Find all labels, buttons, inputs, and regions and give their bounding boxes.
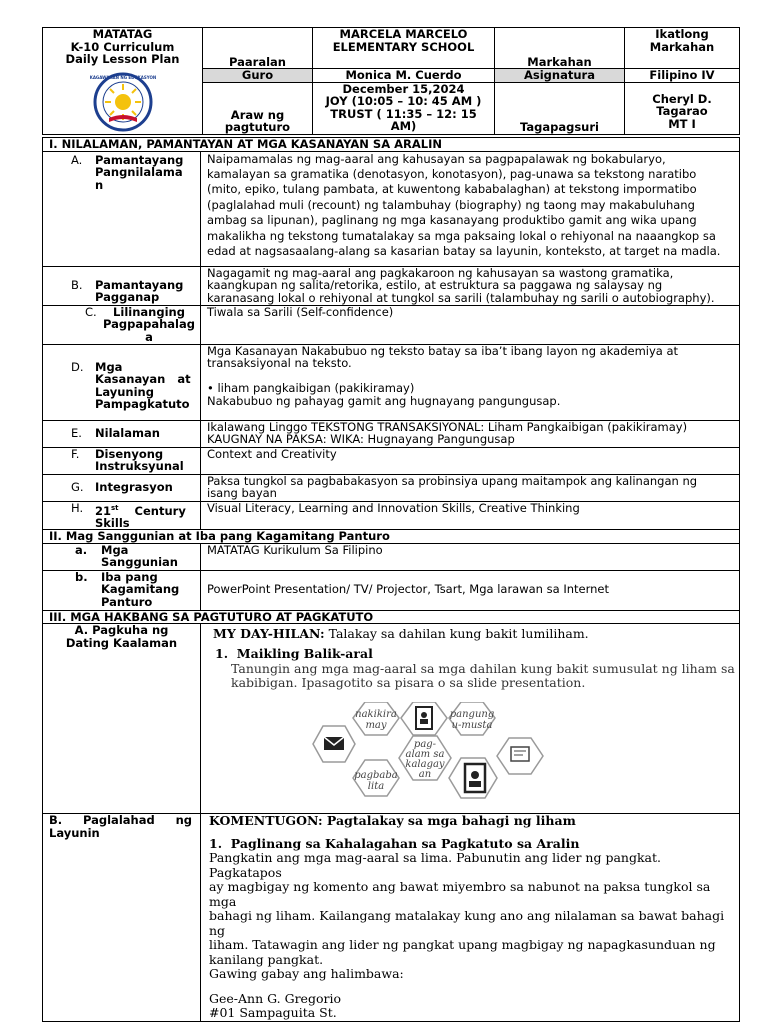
asignatura-value: Filipino IV xyxy=(625,69,740,83)
row-h-line: Visual Literacy, Learning and Innovation Skills, Creative Thinking xyxy=(207,501,580,515)
asignatura-label: Asignatura xyxy=(495,69,625,83)
example-address: #01 Sampaguita St. xyxy=(209,1005,337,1021)
paaralan-value xyxy=(313,28,495,69)
row-g-line: isang bayan xyxy=(207,486,277,500)
hex-text: alam sa xyxy=(405,749,445,761)
paaralan-value-line2: ELEMENTARY SCHOOL xyxy=(332,39,475,54)
section2-title: II. Mag Sanggunian at Iba pang Kagamitang Panturo xyxy=(43,530,740,544)
section3-title: III. MGA HAKBANG SA PAGTUTURO AT PAGKATUTO xyxy=(43,610,740,624)
header-title-2: K-10 Curriculum xyxy=(70,39,175,54)
row-a-line: ambag sa lipunan), paglinang ng mga kasanayang produktibo gamit ang wika upang xyxy=(207,213,697,228)
balik-aral-line: kabibigan. Ipasagotito sa pisara o sa slide presentation. xyxy=(231,674,586,690)
hex-text: pag- xyxy=(413,739,437,751)
hexagon-contact xyxy=(449,758,497,798)
hexagon-pagbabalita xyxy=(353,760,399,796)
row-2a-content: MATATAG Kurikulum Sa Filipino xyxy=(201,543,740,570)
my-day-hilan-bold: MY DAY-HILAN: xyxy=(213,626,325,642)
row-2b-content: PowerPoint Presentation/ TV/ Projector, Tsart, Mga larawan sa Internet xyxy=(201,570,740,610)
paaralan-label: Paaralan xyxy=(203,28,313,69)
araw-value-line4: AM) xyxy=(390,119,417,133)
row-b-line: Nagagamit ng mag-aaral ang pagkakaroon ng kahusayan sa wastong gramatika, xyxy=(207,266,674,280)
row-d-letter: D. xyxy=(71,359,84,374)
row-f-label-2: Instruksyunal xyxy=(95,459,184,473)
row-a-line: edad at nagsasaalang-alang sa kasarian batay sa layunin, konteksto, at target na madla. xyxy=(207,243,721,258)
markahan-value-line2: Markahan xyxy=(649,39,715,54)
row-f-content xyxy=(201,447,740,474)
row-h-label-3: Skills xyxy=(95,515,130,530)
row-c-content xyxy=(201,305,740,344)
paglinang-line: liham. Tatawagin ang lider ng pangkat upang magbigay ng napagkasunduan ng xyxy=(209,937,716,953)
tagapagsuri-value-line1: Cheryl D. xyxy=(652,91,712,106)
row-d-label-2: Kasanayan at xyxy=(95,372,191,386)
row-c-line: Tiwala sa Sarili (Self-confidence) xyxy=(207,305,394,319)
markahan-value-line1: Ikatlong xyxy=(655,27,709,41)
row-2a-label-2: Sanggunian xyxy=(101,555,178,570)
my-day-hilan-heading xyxy=(213,628,589,641)
row-h-letter: H. xyxy=(71,501,84,515)
markahan-label: Markahan xyxy=(495,28,625,69)
balik-aral-number: 1. xyxy=(215,646,229,662)
guro-value: Monica M. Cuerdo xyxy=(313,69,495,83)
deped-logo xyxy=(87,72,159,132)
row-c-label-2: Pagpapahalag xyxy=(103,317,195,331)
row-c-label-1: Lilinanging xyxy=(113,305,185,319)
row-a-label-2: Pangnilalama xyxy=(95,165,183,179)
row-2b-label-3: Panturo xyxy=(101,594,153,609)
row-g-label-1: Integrasyon xyxy=(95,479,173,494)
markahan-value xyxy=(625,28,740,69)
row-a-label-3: n xyxy=(95,177,104,192)
row-g-line: Paksa tungkol sa pagbabakasyon sa probinsiya upang maitampok ang kalinangan ng xyxy=(207,474,698,488)
row-h-label-2: Century xyxy=(134,503,186,518)
row-3b-label xyxy=(43,814,201,1022)
hex-text: u-musta xyxy=(451,720,493,732)
row-a-label-1: Pamantayang xyxy=(95,152,184,167)
row-e-letter: E. xyxy=(71,425,82,440)
tagapagsuri-label: Tagapagsuri xyxy=(495,82,625,134)
row-e-line: Ikalawang Linggo TEKSTONG TRANSAKSIYONAL: Liham Pangkaibigan (pakikiramay) xyxy=(207,420,688,434)
my-day-hilan-rest: Talakay sa dahilan kung bakit lumiliham. xyxy=(324,626,589,642)
row-e-label xyxy=(43,420,201,447)
row-3a-content xyxy=(201,624,740,814)
hex-text: kalagay xyxy=(405,759,445,771)
row-3b-label-2: ng xyxy=(175,813,192,828)
komentugon-heading xyxy=(209,814,737,829)
hex-text: pangung xyxy=(449,709,495,721)
row-d-label xyxy=(43,344,201,420)
balik-aral-title: Maikling Balik-aral xyxy=(236,646,373,662)
hexagon-certificate xyxy=(497,738,543,774)
row-3a-label-2: Dating Kaalaman xyxy=(65,635,178,650)
row-a-content xyxy=(201,151,740,266)
balik-aral-text xyxy=(231,662,735,689)
svg-text:KAGAWARAN NG EDUKASYON: KAGAWARAN NG EDUKASYON xyxy=(89,74,156,80)
hexagon-document xyxy=(401,702,447,735)
row-h-label-1: 21 xyxy=(95,503,112,518)
row-d-line: Nakabubuo ng pahayag gamit ang hugnayang pangungusap. xyxy=(207,393,561,408)
araw-value xyxy=(313,82,495,134)
row-a-line: kamalayan sa gramatika (denotasyon, konotasyon), pag-unawa sa tekstong naratibo xyxy=(207,166,697,181)
row-e-line: KAUGNAY NA PAKSA: WIKA: Hugnayang Pangungusap xyxy=(207,432,515,446)
row-h-content xyxy=(201,501,740,530)
row-a-label xyxy=(43,151,201,266)
row-a-letter: A. xyxy=(71,152,83,167)
araw-value-line1: December 15,2024 xyxy=(342,82,465,96)
row-3b-label-line1 xyxy=(49,814,198,827)
paglinang-number: 1. xyxy=(209,835,223,851)
paglinang-line: ay magbigay ng komento ang bawat miyembro sa nabunot na paksa tungkol sa mga xyxy=(209,879,711,909)
row-3a-label xyxy=(43,624,201,814)
row-c-label-3: a xyxy=(145,329,153,344)
hexagon-diagram xyxy=(301,702,581,812)
tagapagsuri-value xyxy=(625,82,740,134)
header-table xyxy=(42,27,740,135)
example-name: Gee-Ann G. Gregorio xyxy=(209,990,341,1006)
row-2b-label-1: Iba pang xyxy=(101,570,158,584)
paglinang-line: Pangkatin ang mga mag-aaral sa lima. Pabunutin ang lider ng pangkat. Pagkatapos xyxy=(209,850,661,880)
main-table xyxy=(42,137,740,1022)
row-e-label-1: Nilalaman xyxy=(95,425,160,440)
row-a-line: (mito, epiko, tulang pambata, at kuwentong kababalaghan) at tekstong impormatibo xyxy=(207,182,697,197)
komentugon-rest: Pagtalakay sa mga bahagi ng liham xyxy=(322,813,576,829)
row-h-label-sup: st xyxy=(111,503,119,512)
tagapagsuri-value-line3: MT I xyxy=(668,116,696,131)
paaralan-value-line1: MARCELA MARCELO xyxy=(339,27,468,41)
section1-title: I. NILALAMAN, PAMANTAYAN AT MGA KASANAYAN SA ARALIN xyxy=(43,138,740,152)
row-3b-label-1: Paglalahad xyxy=(83,813,155,828)
row-g-label xyxy=(43,474,201,501)
row-c-letter: C. xyxy=(85,305,97,319)
row-d-label-3: Layuning xyxy=(95,384,154,399)
row-d-label-4: Pampagkatuto xyxy=(95,397,190,411)
row-3b-label-3: Layunin xyxy=(49,825,100,840)
header-title-3: Daily Lesson Plan xyxy=(65,52,180,66)
hex-text: may xyxy=(365,720,387,732)
row-f-label xyxy=(43,447,201,474)
hexagon-pangungumusta xyxy=(449,702,495,735)
row-f-letter: F. xyxy=(71,447,80,461)
komentugon-bold: KOMENTUGON: xyxy=(209,813,323,829)
row-f-line: Context and Creativity xyxy=(207,447,337,461)
hexagon-envelope xyxy=(313,726,355,762)
row-g-letter: G. xyxy=(71,479,84,494)
row-d-label-1: Mga xyxy=(95,359,123,374)
header-title-1: MATATAG xyxy=(92,27,153,41)
hexagon-pag-alam xyxy=(399,736,451,780)
row-a-line: Naipamamalas ng mag-aaral ang kahusayan sa pagpapalawak ng bokabularyo, xyxy=(207,151,666,166)
row-a-line: makalikha ng tekstong tumatalakay sa mga paksaing lokal o rehiyonal na naaangkop sa xyxy=(207,228,716,243)
paglinang-line: kanilang pangkat. xyxy=(209,951,324,967)
row-d-line: transaksiyonal na teksto. xyxy=(207,356,352,370)
tagapagsuri-value-line2: Tagarao xyxy=(656,104,708,118)
paglinang-heading xyxy=(209,837,737,852)
row-3b-letter: B. xyxy=(49,813,63,828)
row-a-line: (paglalahad muli (recount) ng talambuhay (biography) ng taong may makabuluhang xyxy=(207,197,695,212)
row-2b-label xyxy=(43,570,201,610)
row-2b-label-2: Kagamitang xyxy=(101,582,180,597)
row-f-label-1: Disenyong xyxy=(95,447,164,461)
row-2b-letter: b. xyxy=(75,570,88,584)
row-b-line: karanasang lokal o rehiyonal at tungkol sa sarili (talambuhay ng sarili o autobiography). xyxy=(207,290,715,305)
araw-label xyxy=(203,82,313,134)
row-3a-label-1: A. Pagkuha ng xyxy=(74,623,169,638)
row-b-line: kaangkupan ng salita/retorika, estilo, at estruktura sa paggawa ng salaysay ng xyxy=(207,278,663,292)
hex-text: lita xyxy=(367,781,385,793)
araw-label-line2: pagtuturo xyxy=(224,120,291,134)
row-2a-label-1: Mga xyxy=(101,543,129,557)
balik-aral-heading xyxy=(215,648,373,661)
row-b-label-1: Pamantayang xyxy=(95,277,184,292)
hex-text: pagbaba xyxy=(354,770,398,782)
hex-text: an xyxy=(418,769,432,781)
row-2a-letter: a. xyxy=(75,543,88,557)
row-h-label xyxy=(43,501,201,530)
header-left-cell xyxy=(43,28,203,135)
row-d-line: • liham pangkaibigan (pakikiramay) xyxy=(207,381,415,395)
araw-label-line1: Araw ng xyxy=(230,107,285,122)
row-d-content xyxy=(201,344,740,420)
guro-label: Guro xyxy=(203,69,313,83)
paglinang-line: bahagi ng liham. Kailangang matalakay kung ano ang nilalaman sa bawat bahagi ng xyxy=(209,908,725,938)
balik-aral-line: Tanungin ang mga mag-aaral sa mga dahilan kung bakit sumusulat ng liham sa xyxy=(231,661,735,677)
row-2a-label xyxy=(43,543,201,570)
row-b-letter: B. xyxy=(71,277,83,292)
paglinang-line: Gawing gabay ang halimbawa: xyxy=(209,966,404,982)
row-3b-content xyxy=(201,814,740,1022)
row-g-content xyxy=(201,474,740,501)
row-c-label xyxy=(43,305,201,344)
row-b-label xyxy=(43,266,201,305)
row-b-label-2: Pagganap xyxy=(95,290,160,304)
araw-value-line3: TRUST ( 11:35 – 12: 15 xyxy=(330,106,477,121)
araw-value-line2: JOY (10:05 – 10: 45 AM ) xyxy=(325,94,482,108)
hexagon-nakikiramay xyxy=(353,702,399,735)
paglinang-title: Paglinang sa Kahalagahan sa Pagkatuto sa Aralin xyxy=(230,835,580,851)
row-d-line: Mga Kasanayan Nakabubuo ng teksto batay sa iba’t ibang layon ng akademiya at xyxy=(207,344,679,358)
hex-text: nakikira xyxy=(355,709,397,721)
row-b-content xyxy=(201,266,740,305)
row-e-content xyxy=(201,420,740,447)
